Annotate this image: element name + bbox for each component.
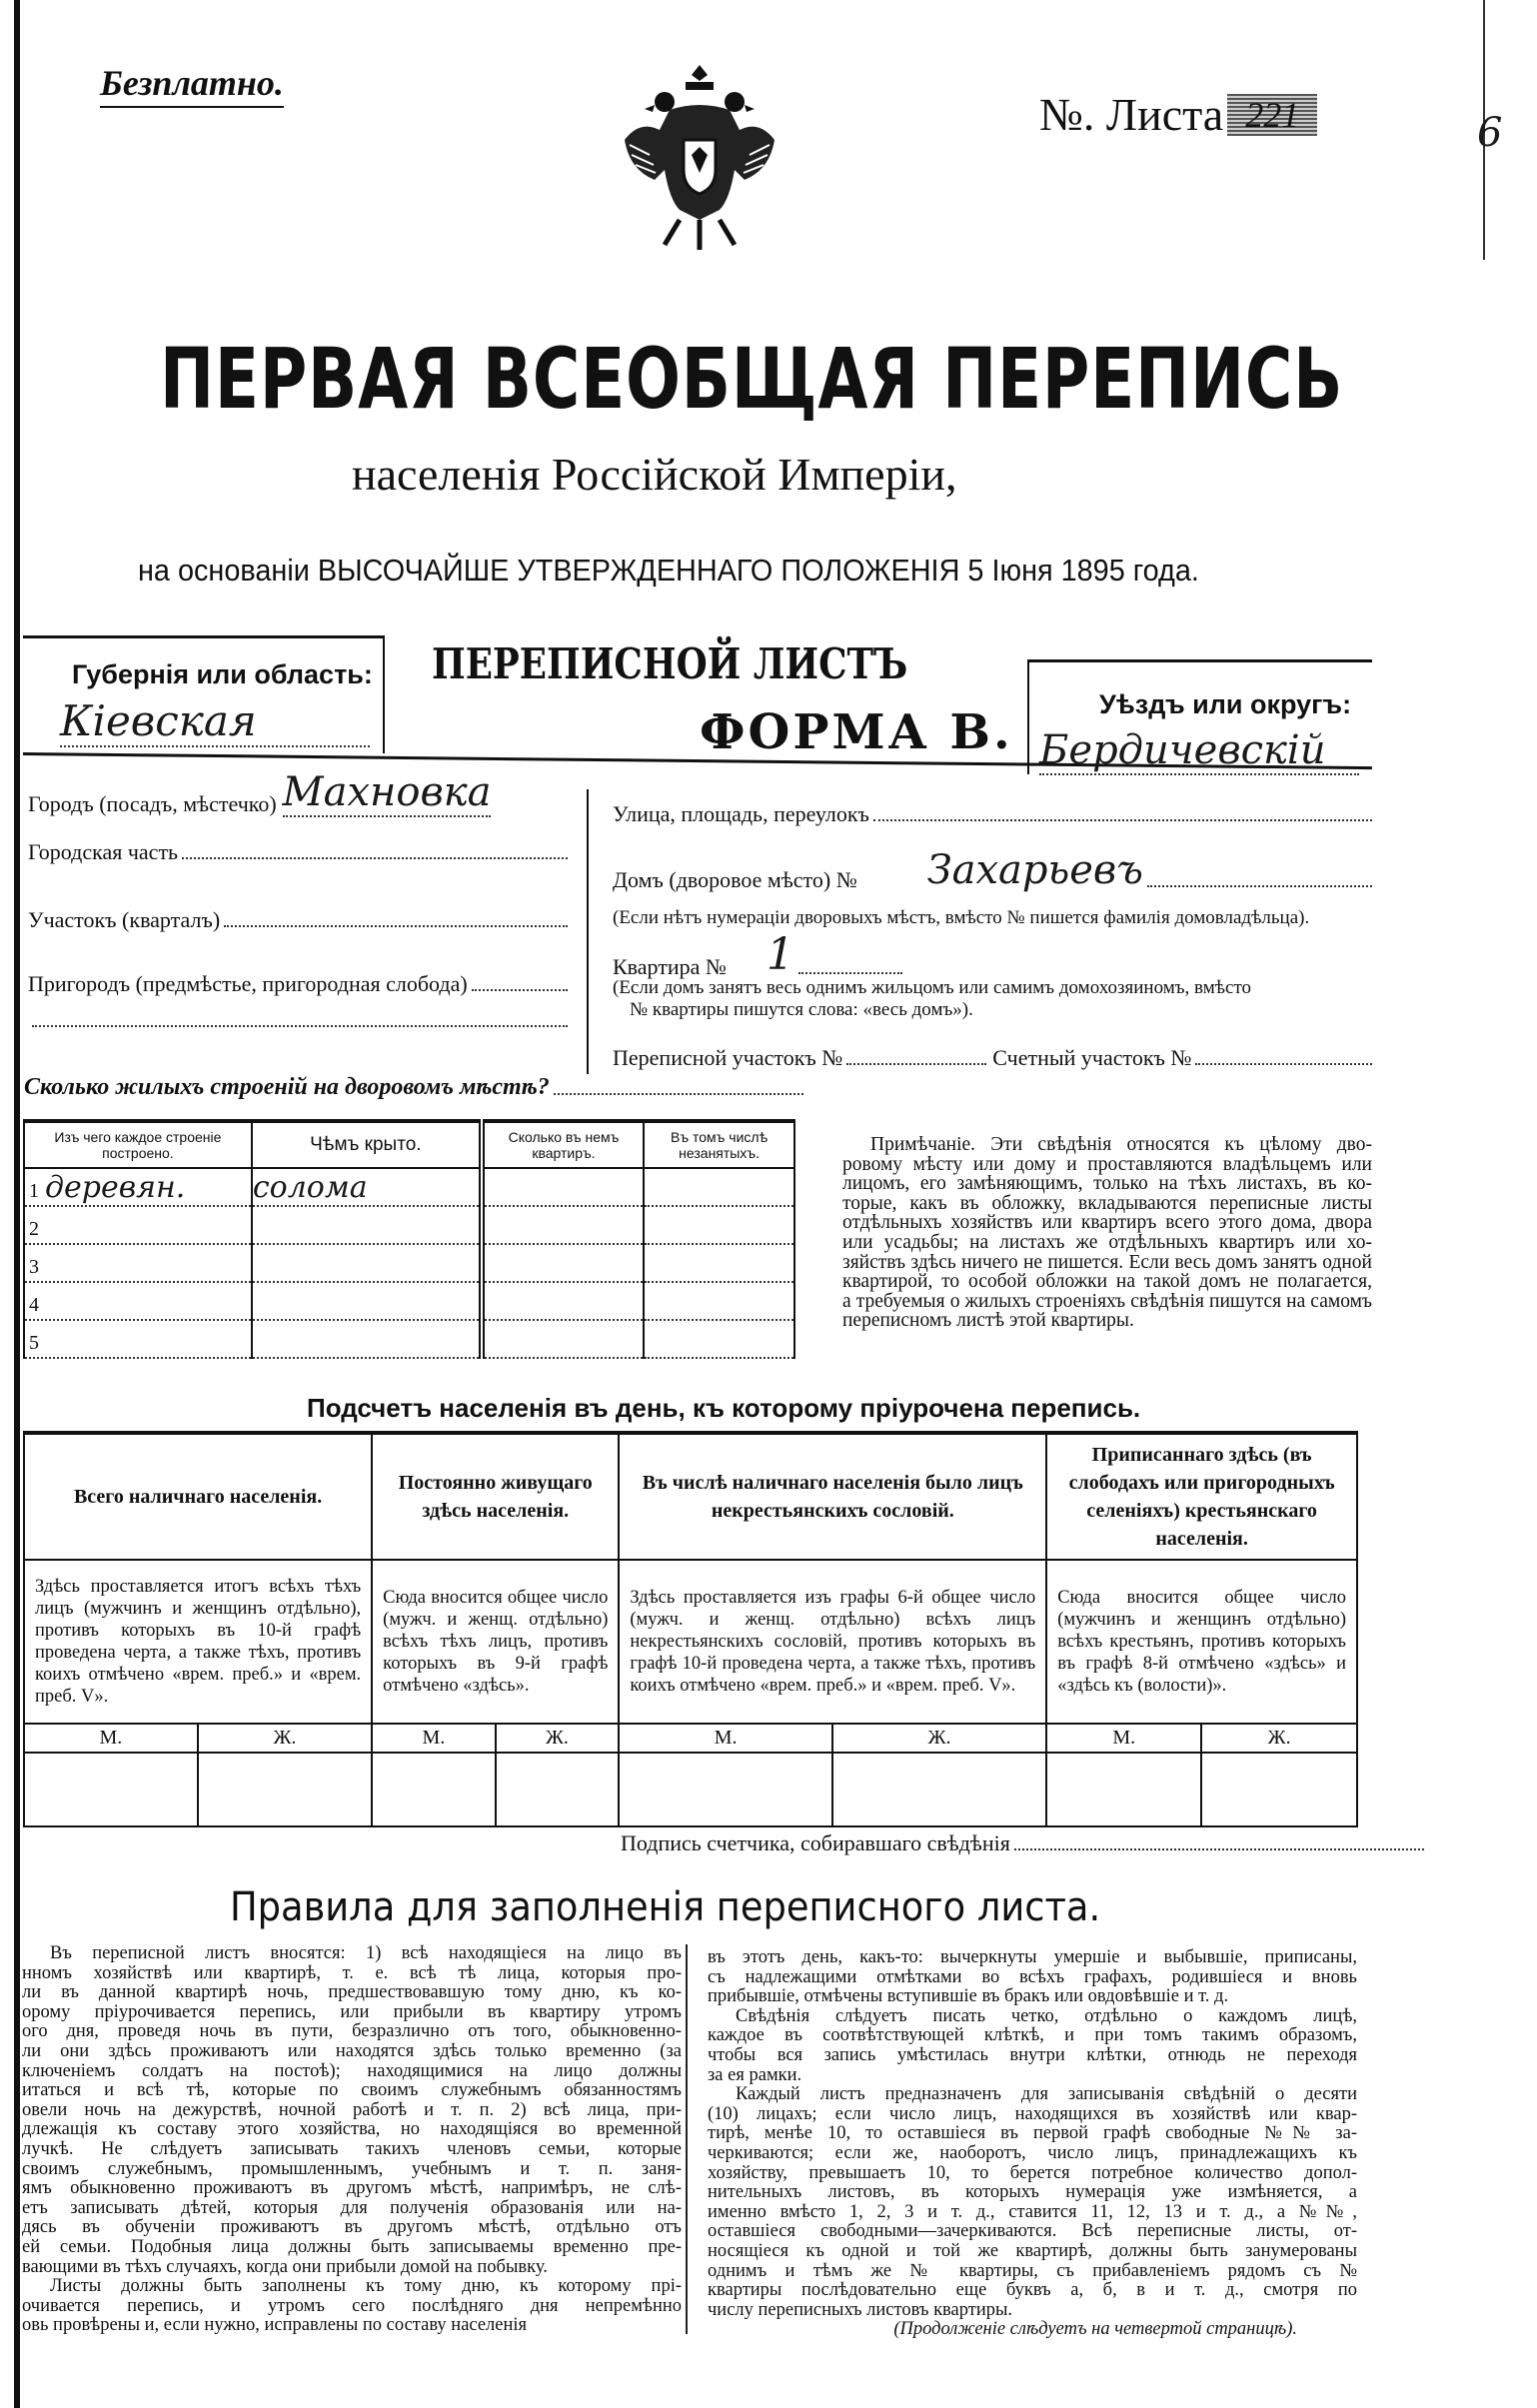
guberniya-label: Губернія или область: [72,659,373,689]
text-line: квартирой, то особой обложки на такой домъ не полагается, [842,1271,1372,1293]
cell-material[interactable] [24,1168,252,1206]
dom-label: Домъ (дворовое мѣсто) № [613,867,857,892]
sex-header-f: Ж. [832,1724,1046,1753]
text-line: Въ переписной листъ вносятся: 1) всѣ находящіеся на лицо въ [50,1943,682,1963]
page-title: ПЕРВАЯ ВСЕОБЩАЯ ПЕРЕПИСЬ [160,330,1344,428]
population-col-header: Постоянно живущаго здѣсь населенія. [372,1433,619,1560]
sheet-number-value: 221 [1227,94,1317,136]
text-line: ямъ обыкновенно проживаютъ въ другомъ мѣстѣ, напримѣръ, не слѣ- [22,2178,682,2199]
text-line: ровому мѣсту или дому и проставляются владѣльцемъ или [842,1153,1372,1175]
text-line: прибывшіе, отмѣчены вступившіе въ бракъ или овдовѣвшіе и т. д. [708,1986,1229,2007]
population-col-desc: Здѣсь проставляется итогъ всѣхъ тѣхъ лицъ (мужчинъ и женщинъ отдѣльно), противъ которыхъ въ 10-й графѣ проведена черта, а также тѣхъ, противъ коихъ отмѣчено «врем. преб.» и «врем. преб. V». [24,1560,372,1724]
dom-note: (Если нѣтъ нумераціи дворовыхъ мѣстъ, вмѣсто № пишется фамилія домовладѣльца). [613,907,1310,928]
page-mark: 6 [1477,110,1503,156]
sex-header-m: М. [619,1724,831,1753]
text-line: именно вмѣсто 1, 2, 3 и т. д., ставится 11, 12, 13 и т. д., а №№, [708,2201,1357,2222]
population-col-header: Всего наличнаго населенія. [24,1433,372,1560]
chast-field[interactable] [182,856,568,859]
population-table [23,1431,1358,1827]
text-line: въ этотъ день, какъ-то: вычеркнуты умершіе и выбывшіе, приписаны, [708,1947,1357,1967]
table-row [24,1282,794,1320]
text-line: итаться и всѣ тѣ, которые по своимъ служебнымъ обязанностямъ [22,2080,682,2101]
text-line: очивается перепись, и утромъ сего послѣдняго дня непремѣнно [22,2295,682,2316]
cell-flats[interactable] [482,1168,644,1206]
prigorod-field[interactable] [472,988,568,991]
table-row [24,1168,794,1206]
table-row [24,1206,794,1244]
text-line: дясь въ обученіи проживаютъ въ другомъ мѣстѣ, отдѣльно отъ [22,2217,682,2238]
count-field-f[interactable] [832,1753,1046,1826]
row-number: 1 [29,1180,39,1202]
row-number: 3 [29,1256,39,1278]
buildings-question: Сколько жилыхъ строеній на дворовомъ мѣстѣ? [24,1074,550,1100]
text-line: тирѣ, менѣе 10, то оставшіеся въ первой графѣ свободные №№ за- [708,2123,1357,2144]
cell-flats[interactable] [482,1320,644,1358]
cell-material[interactable] [24,1282,252,1320]
text-line: за ея рамки. [708,2064,802,2085]
uezd-label: Уѣздъ или округъ: [1099,689,1352,719]
row-number: 5 [29,1332,39,1354]
dom-field-dots [1147,884,1372,887]
count-field-f[interactable] [198,1753,372,1826]
legal-basis: на основаніи ВЫСОЧАЙШЕ УТВЕРЖДЕННАГО ПОЛОЖЕНІЯ 5 Іюня 1895 года. [138,553,1199,588]
column-divider [686,1944,688,2334]
text-line: каждое въ соотвѣтствующей клѣткѣ, и при томъ такимъ образомъ, [708,2025,1357,2046]
text-line: носящіеся къ одной и той же квартирѣ, должны быть занумерованы [708,2240,1357,2261]
prigorod-row [28,971,568,997]
free-label: Безплатно. [100,62,284,108]
sex-header-m: М. [24,1724,198,1753]
uchastok-label: Участокъ (кварталъ) [28,907,221,932]
signature-label: Подпись счетчика, собиравшаго свѣдѣнія [621,1830,1010,1855]
sheet-number-label: №. Листа [1039,89,1224,140]
note-paragraph [842,1135,1372,1331]
form-name: ФОРМА В. [700,704,1013,760]
divider [1027,659,1029,774]
text-line: Листы должны быть заполнены къ тому дню, къ которому прі- [50,2276,682,2297]
kvartira-row [613,929,902,980]
text-line: вающими въ тѣхъ случаяхъ, когда они прибыли домой на побывку. [22,2256,548,2277]
uchastki-row [613,1045,1372,1071]
text-line: лучкѣ. Не слѣдуетъ записывать такихъ членовъ семьи, которые [22,2138,682,2159]
col-header: Сколько въ немъ квартиръ. [482,1121,644,1168]
count-field-m[interactable] [372,1753,495,1826]
table-row [24,1244,794,1282]
cell-material[interactable] [24,1320,252,1358]
cell-flats[interactable] [482,1206,644,1244]
cell-vacant[interactable] [644,1244,794,1282]
cell-flats[interactable] [482,1244,644,1282]
text-line: Примѣчаніе. Эти свѣдѣнія относятся къ цѣлому дво- [870,1134,1372,1155]
population-col-desc: Сюда вносится общее число (мужчинъ и женщинъ отдѣльно) всѣхъ крестьянъ, противъ которыхъ въ графѣ 8-й отмѣчено «здѣсь» и «здѣсь къ (волости)». [1046,1560,1357,1724]
buildings-table [23,1119,795,1359]
prigorod-label: Пригородъ (предмѣстье, пригородная слобода) [28,971,468,996]
divider [23,635,383,638]
schetny-label: Счетный участокъ № [992,1045,1192,1070]
buildings-count-field[interactable] [554,1092,803,1095]
gorod-label: Городъ (посадъ, мѣстечко) [28,791,277,816]
text-line: торые, какъ въ обложку, вкладываются переписные листы [842,1192,1372,1214]
count-field-m[interactable] [619,1753,831,1826]
divider [587,789,589,1074]
cell-vacant[interactable] [644,1320,794,1358]
perepisnoy-label: Переписной участокъ № [613,1045,843,1070]
sheet-title: ПЕРЕПИСНОЙ ЛИСТЪ [432,639,908,688]
cell-roof[interactable] [252,1244,482,1282]
text-line: Каждый листъ предназначенъ для записыванія свѣдѣній о десяти [736,2084,1357,2105]
text-line: числу переписныхъ листовъ квартиры. [708,2299,1013,2320]
divider [383,635,385,753]
col-header: Изъ чего каждое строеніе построено. [24,1121,252,1168]
continuation-note: (Продолженіе слѣдуетъ на четвертой страницѣ). [893,2319,1297,2340]
text-line: лицомъ, его замѣняющимъ, только на тѣхъ листахъ, въ ко- [842,1173,1372,1195]
text-line: овели ночь на дежурствѣ, ночной работѣ и т. п. 2) всѣ лица, при- [22,2099,682,2120]
population-title: Подсчетъ населенія въ день, къ которому пріурочена перепись. [307,1393,1141,1423]
ulitsa-row [613,801,1372,827]
text-line: зяйствъ здѣсь ничего не пишется. Если весь домъ занятъ одной [842,1251,1372,1273]
kvartira-note-1: (Если домъ занятъ весь однимъ жильцомъ или самимъ домохозяиномъ, вмѣсто [613,977,1252,998]
text-line: квартиры послѣдовательно еще буквъ а, б, в и т. д., смотря по [708,2280,1357,2301]
population-col-header: Въ числѣ наличнаго населенія было лицъ некрестьянскихъ сословій. [619,1433,1046,1560]
gorod-row [28,769,583,817]
population-col-header: Приписаннаго здѣсь (въ слободахъ или пригородныхъ селеніяхъ) крестьянскаго населенія. [1046,1433,1357,1560]
divider [1027,659,1372,662]
signature-row [621,1830,1424,1856]
rules-left-column [22,1944,682,2336]
text-line: черкиваются; если же, наоборотъ, число лицъ, принадлежащихъ къ [708,2142,1357,2163]
cell-vacant[interactable] [644,1282,794,1320]
text-line: съ надлежащими отмѣтками во всѣхъ графахъ, родившіеся и вновь [708,1966,1357,1987]
text-line: орому пріурочивается перепись, или прибыли въ квартиру утромъ [22,2001,682,2022]
text-line: чтобы вся запись умѣстилась внутри клѣтки, отнюдь не переходя [708,2044,1357,2065]
guberniya-field[interactable]: Кіевская [60,696,370,747]
cell-vacant[interactable] [644,1206,794,1244]
ulitsa-label: Улица, площадь, переулокъ [613,801,869,826]
sex-header-f: Ж. [496,1724,620,1753]
cell-roof[interactable] [252,1320,482,1358]
dom-row [613,847,1372,893]
text-line: однимъ и тѣмъ же № квартиры, съ прибавленіемъ рядомъ съ № [708,2260,1357,2281]
rules-right-column [708,1948,1357,2340]
dom-field[interactable]: Захарьевъ [926,847,1143,893]
chast-row [28,839,568,865]
text-line: или усадьбы; на листахъ же отдѣльныхъ квартиръ или хо- [842,1231,1372,1253]
sex-header-m: М. [1046,1724,1201,1753]
uchastok-field[interactable] [224,924,568,927]
kvartira-note-2: № квартиры пишутся слова: «весь домъ»). [630,999,973,1020]
kvartira-field[interactable]: 1 [766,929,794,980]
scan-left-edge [14,0,20,2408]
cell-flats[interactable] [482,1282,644,1320]
text-line: Свѣдѣнія слѣдуетъ писать четко, отдѣльно о каждомъ лицѣ, [736,2005,1357,2026]
count-field-f[interactable] [496,1753,620,1826]
cell-vacant[interactable] [644,1168,794,1206]
chast-label: Городская часть [28,839,179,864]
text-line: ого дня, проведя ночь въ пути, безразлично отъ того, обыкновенно- [22,2021,682,2042]
cell-value: деревян. [45,1170,186,1205]
prigorod-field-2[interactable] [32,1024,568,1027]
table-row [24,1320,794,1358]
count-field-m[interactable] [24,1753,198,1826]
text-line: етъ записывать дѣтей, которыя для полученія образованія или на- [22,2197,682,2218]
uchastok-row [28,907,568,933]
text-line: ей семьи. Подобныя лица должны быть записываемы временно пре- [22,2236,682,2257]
text-line: ли въ данной квартирѣ ночь, предшествовавшую тому дню, къ ко- [22,1982,682,2003]
col-header: Въ томъ числѣ незанятыхъ. [644,1121,794,1168]
sheet-number [1039,88,1317,141]
rules-title: Правила для заполненія переписного листа. [230,1884,1101,1930]
cell-roof[interactable] [252,1282,482,1320]
sex-header-f: Ж. [198,1724,372,1753]
text-line: ключеніемъ солдатъ на постоѣ); находящимися на лицо должны [22,2060,682,2081]
text-line: отдѣльныхъ хозяйствъ или квартиръ всего этого дома, двора [842,1212,1372,1234]
prigorod-row-2 [28,1024,568,1033]
signature-field[interactable] [1014,1847,1424,1850]
text-line: длежащія къ составу этого хозяйства, но находящіяся во временной [22,2119,682,2140]
gorod-field[interactable]: Махновка [282,769,492,815]
ulitsa-field[interactable] [873,818,1372,821]
text-line: нномъ хозяйствѣ или квартирѣ, т. е. всѣ тѣ лица, которыя про- [22,1962,682,1983]
text-line: своимъ служебнымъ, промышленнымъ, учебнымъ и т. п. заня- [22,2158,682,2179]
population-col-desc: Сюда вносится общее число (мужч. и женщ. отдѣльно) всѣхъ тѣхъ лицъ, противъ которыхъ въ 9-й графѣ отмѣчено «здѣсь». [372,1560,619,1724]
count-field-m[interactable] [1046,1753,1201,1826]
kvartira-field-dots [798,971,902,974]
row-number: 2 [29,1218,39,1240]
double-headed-eagle-icon [620,60,779,260]
row-number: 4 [29,1294,39,1316]
text-line: оставшіеся свободными—зачеркиваются. Всѣ переписные листы, от- [708,2221,1357,2242]
buildings-question-row [24,1074,803,1101]
population-col-desc: Здѣсь проставляется изъ графы 6-й общее число (мужч. и женщ. отдѣльно) всѣхъ лицъ некрестьянскихъ сословій, противъ которыхъ въ графѣ 10-й проведена черта, а также тѣхъ, противъ коихъ отмѣчено «врем. преб.» и «врем. преб. V». [619,1560,1046,1724]
text-line: овь провѣрены и, если нужно, исправлены по составу населенія [22,2315,528,2336]
text-line: (10) лицахъ; если число лицъ, находящихся въ хозяйствѣ или квар- [708,2103,1357,2124]
cell-material[interactable] [24,1206,252,1244]
sex-header-m: М. [372,1724,495,1753]
perepisnoy-field[interactable] [846,1062,986,1065]
schetny-field[interactable] [1195,1062,1372,1065]
cell-roof[interactable] [252,1168,482,1206]
cell-value: солома [252,1170,368,1205]
page-subtitle: населенія Россійской Имперіи, [352,449,957,500]
text-line: переписномъ листѣ этой квартиры. [842,1310,1134,1332]
cell-roof[interactable] [252,1206,482,1244]
kvartira-label: Квартира № [613,954,727,979]
uezd-field[interactable]: Бердичевскій [1039,727,1359,775]
count-field-f[interactable] [1201,1753,1357,1826]
cell-material[interactable] [24,1244,252,1282]
text-line: хозяйству, превышаетъ 10, то берется потребное количество допол- [708,2162,1357,2183]
text-line: нительныхъ листовъ, въ которыхъ нумерація уже измѣняется, а [708,2182,1357,2203]
text-line: а требуемыя о жилыхъ строеніяхъ свѣдѣнія пишутся на самомъ [842,1290,1372,1312]
text-line: ли они здѣсь проживаютъ или находятся здѣсь только временно (за [22,2040,682,2061]
sex-header-f: Ж. [1201,1724,1357,1753]
col-header: Чѣмъ крыто. [252,1121,482,1168]
